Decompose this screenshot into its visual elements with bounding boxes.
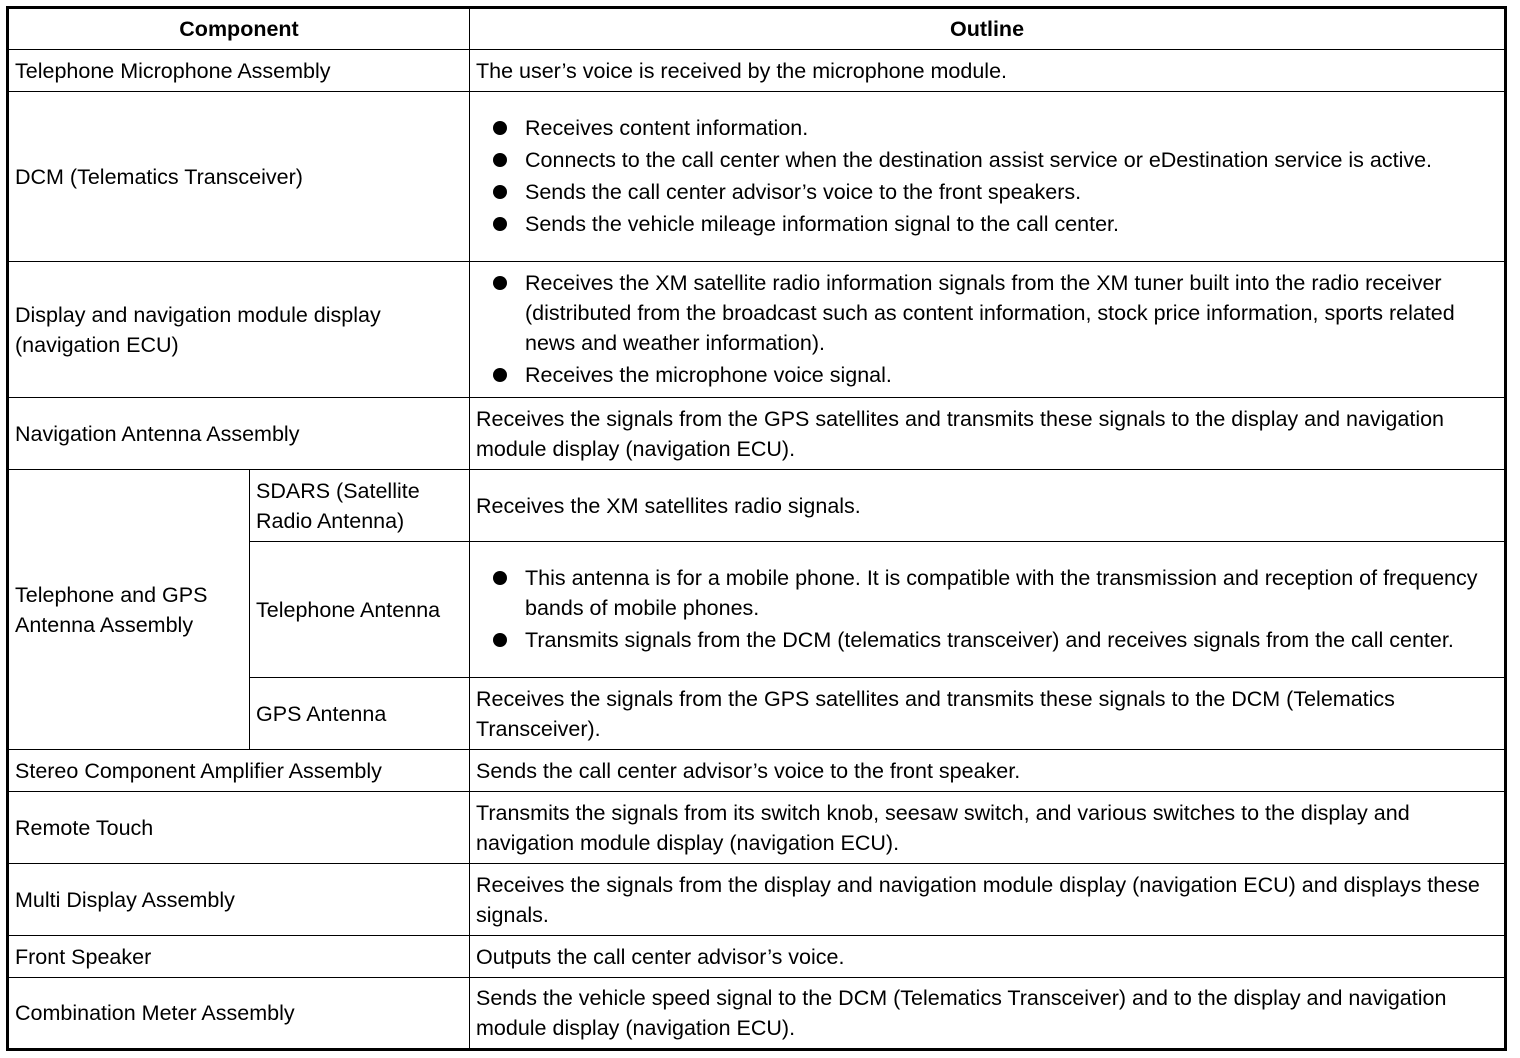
table-row [8, 50, 1506, 92]
table-row [8, 978, 1506, 1050]
bullet-item: This antenna is for a mobile phone. It is compatible with the transmission and reception of frequency bands of mobile phones. [476, 563, 1498, 623]
subcomponent-cell: SDARS (Satellite Radio Antenna) [250, 470, 470, 542]
table-row [8, 470, 1506, 542]
bullet-item: Receives content information. [476, 113, 1498, 143]
outline-cell: Receives the XM satellites radio signals. [470, 470, 1506, 542]
outline-column-header: Outline [470, 8, 1506, 50]
bullet-item: Receives the microphone voice signal. [476, 360, 1498, 390]
bullet-item: Connects to the call center when the destination assist service or eDestination service is active. [476, 145, 1498, 175]
table-row [8, 936, 1506, 978]
header-row [8, 8, 1506, 50]
outline-cell: The user’s voice is received by the microphone module. [470, 50, 1506, 92]
outline-cell [470, 542, 1506, 678]
component-cell: Multi Display Assembly [8, 864, 470, 936]
component-cell: Display and navigation module display (navigation ECU) [8, 262, 470, 398]
bullet-list [476, 563, 1498, 655]
component-cell: DCM (Telematics Transceiver) [8, 92, 470, 262]
component-cell: Remote Touch [8, 792, 470, 864]
bullet-item: Sends the call center advisor’s voice to the front speakers. [476, 177, 1498, 207]
outline-cell [470, 92, 1506, 262]
subcomponent-cell: GPS Antenna [250, 678, 470, 750]
component-outline-table [6, 6, 1507, 1051]
outline-cell: Sends the vehicle speed signal to the DCM (Telematics Transceiver) and to the display and navigation module display (navigation ECU). [470, 978, 1506, 1050]
bullet-list [476, 268, 1498, 390]
outline-cell [470, 262, 1506, 398]
outline-cell: Receives the signals from the GPS satellites and transmits these signals to the display and navigation module display (navigation ECU). [470, 398, 1506, 470]
table-row [8, 262, 1506, 398]
component-cell: Combination Meter Assembly [8, 978, 470, 1050]
table-row [8, 750, 1506, 792]
component-cell: Navigation Antenna Assembly [8, 398, 470, 470]
table-row [8, 92, 1506, 262]
outline-cell: Receives the signals from the display and navigation module display (navigation ECU) and displays these signals. [470, 864, 1506, 936]
table-row [8, 864, 1506, 936]
bullet-item: Receives the XM satellite radio information signals from the XM tuner built into the radio receiver (distributed from the broadcast such as content information, stock price information, sports related news and weather information). [476, 268, 1498, 358]
component-cell: Stereo Component Amplifier Assembly [8, 750, 470, 792]
component-cell: Telephone Microphone Assembly [8, 50, 470, 92]
component-column-header: Component [8, 8, 470, 50]
table-row [8, 792, 1506, 864]
bullet-list [476, 113, 1498, 239]
component-cell: Front Speaker [8, 936, 470, 978]
outline-cell: Transmits the signals from its switch knob, seesaw switch, and various switches to the display and navigation module display (navigation ECU). [470, 792, 1506, 864]
outline-cell: Sends the call center advisor’s voice to the front speaker. [470, 750, 1506, 792]
bullet-item: Sends the vehicle mileage information signal to the call center. [476, 209, 1498, 239]
component-cell: Telephone and GPS Antenna Assembly [8, 470, 250, 750]
bullet-item: Transmits signals from the DCM (telematics transceiver) and receives signals from the call center. [476, 625, 1498, 655]
outline-cell: Outputs the call center advisor’s voice. [470, 936, 1506, 978]
table-row [8, 398, 1506, 470]
subcomponent-cell: Telephone Antenna [250, 542, 470, 678]
outline-cell: Receives the signals from the GPS satellites and transmits these signals to the DCM (Telematics Transceiver). [470, 678, 1506, 750]
